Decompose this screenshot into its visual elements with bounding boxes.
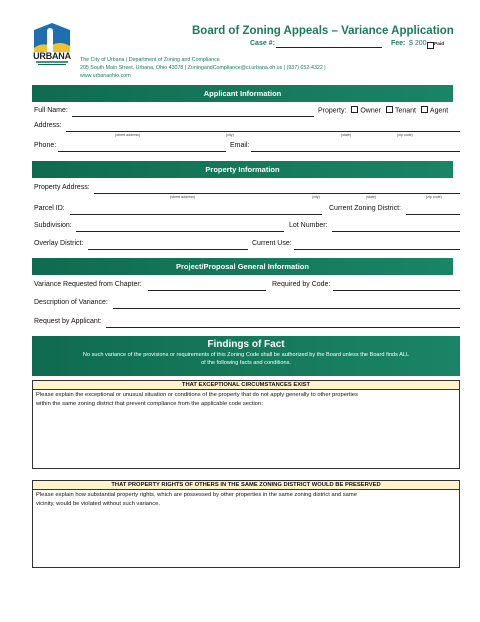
exceptional-circumstances-answer[interactable]	[33, 409, 459, 468]
full-name-label: Full Name:	[34, 107, 68, 114]
email-label: Email:	[230, 142, 250, 149]
city-logo	[32, 22, 72, 66]
chapter-field[interactable]	[148, 290, 266, 291]
paid-checkbox[interactable]	[427, 42, 434, 49]
lot-number-label: Lot Number:	[289, 222, 328, 229]
subdivision-label: Subdivision:	[34, 222, 72, 229]
exceptional-circumstances-box	[32, 380, 460, 469]
section-header-project: Project/Proposal General Information	[32, 258, 453, 275]
chapter-label: Variance Requested from Chapter:	[34, 281, 142, 288]
owner-label: Owner	[360, 107, 381, 115]
applicant-sub-street: (street address)	[115, 133, 141, 137]
description-label: Description of Variance:	[34, 299, 108, 306]
box1-text-1: Please explain the exceptional or unusual situation or conditions of the property that do not apply generally to other properties	[36, 392, 358, 398]
overlay-district-field[interactable]	[88, 249, 248, 250]
property-sub-city: (city)	[312, 195, 320, 199]
applicant-sub-zip: (zip code)	[397, 133, 413, 137]
current-use-field[interactable]	[294, 249, 460, 250]
box2-text-1: Please explain how substantial property rights, which are possessed by other properties in the same zoning district and same	[36, 492, 357, 498]
parcel-id-field[interactable]	[70, 214, 322, 215]
case-number-label: Case #:	[250, 40, 275, 47]
property-rights-box	[32, 480, 460, 568]
lot-number-field[interactable]	[332, 231, 460, 232]
full-name-field[interactable]	[72, 116, 314, 117]
form-title: Board of Zoning Appeals – Variance Application	[192, 25, 454, 37]
findings-heading: Findings of Fact	[207, 339, 285, 350]
email-field[interactable]	[251, 151, 460, 152]
property-rights-prompt	[33, 490, 459, 509]
property-address-field[interactable]	[94, 193, 460, 194]
owner-checkbox[interactable]	[351, 106, 358, 113]
property-label: Property:	[318, 107, 347, 115]
subdivision-field[interactable]	[76, 231, 284, 232]
property-rights-heading: THAT PROPERTY RIGHTS OF OTHERS IN THE SAME ZONING DISTRICT WOULD BE PRESERVED	[33, 481, 459, 490]
applicant-sub-city: (city)	[226, 133, 234, 137]
phone-field[interactable]	[58, 151, 226, 152]
findings-banner	[32, 336, 460, 376]
tenant-checkbox[interactable]	[386, 106, 393, 113]
property-sub-street: (street address)	[170, 195, 196, 199]
box2-text-2: vicinity, would be violated without such variance.	[36, 500, 160, 507]
property-rights-answer[interactable]	[33, 509, 459, 567]
zoning-district-field[interactable]	[406, 214, 460, 215]
agent-checkbox[interactable]	[421, 106, 428, 113]
box1-text-2: within the same zoning district that prevent compliance from the applicable code section:	[36, 400, 263, 407]
overlay-district-label: Overlay District:	[34, 240, 84, 247]
applicant-sub-state: (state)	[341, 133, 352, 137]
exceptional-circumstances-heading: THAT EXCEPTIONAL CIRCUMSTANCES EXIST	[33, 381, 459, 390]
paid-label: Paid	[434, 42, 445, 47]
address-label: Address:	[34, 122, 62, 129]
fee-label: Fee:	[391, 40, 406, 47]
description-field[interactable]	[113, 308, 460, 309]
case-number-field[interactable]	[276, 47, 382, 48]
required-by-code-label: Required by Code:	[272, 281, 331, 288]
property-role-label	[318, 106, 448, 115]
findings-text-1: No such variance of the provisions or requirements of this Zoning Code shall be authorized by the Board unless the Board finds ALL	[82, 352, 410, 358]
contact-line-2: 205 South Main Street, Urbana, Ohio 43078 | ZoningandCompliance@ci.urbana.oh.us | (937) 652-4322 |	[80, 65, 326, 71]
request-label: Request by Applicant:	[34, 318, 102, 325]
phone-label: Phone:	[34, 142, 57, 149]
findings-text-2: of the following facts and conditions.	[201, 360, 291, 366]
property-sub-state: (state)	[366, 195, 377, 199]
section-header-applicant: Applicant Information	[32, 85, 453, 102]
zoning-district-label: Current Zoning District:	[329, 205, 401, 212]
applicant-address-field[interactable]	[66, 131, 460, 132]
logo-wordmark: URBANA	[33, 51, 71, 61]
property-address-label: Property Address:	[34, 184, 90, 191]
agent-label: Agent	[429, 107, 449, 115]
contact-line-1: The City of Urbana | Department of Zoning and Compliance	[80, 57, 220, 63]
exceptional-circumstances-prompt	[33, 390, 459, 409]
required-by-code-field[interactable]	[333, 290, 460, 291]
property-sub-zip: (zip code)	[426, 195, 442, 199]
request-field[interactable]	[106, 327, 460, 328]
section-header-property: Property Information	[32, 161, 453, 178]
parcel-id-label: Parcel ID:	[34, 205, 65, 212]
current-use-label: Current Use:	[252, 240, 292, 247]
contact-website[interactable]: www.urbanaohio.com	[80, 73, 131, 79]
tenant-label: Tenant	[394, 107, 416, 115]
fee-value: $ 200	[409, 40, 427, 47]
